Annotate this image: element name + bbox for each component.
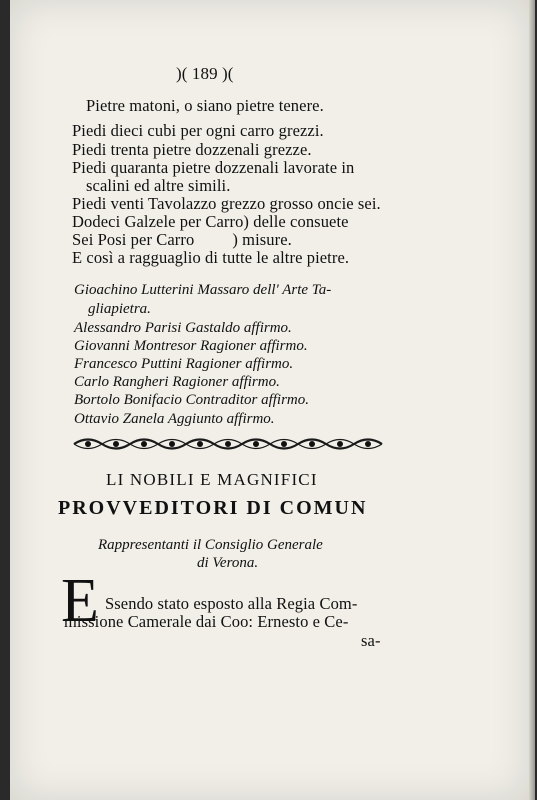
signature-line-6: Carlo Rangheri Ragioner affirmo. xyxy=(74,374,280,390)
body-line-3: sa- xyxy=(361,631,381,650)
decorative-ornament-band xyxy=(68,434,388,454)
schedule-line-2: Piedi dieci cubi per ogni carro grezzi. xyxy=(72,121,324,140)
schedule-line-8: Sei Posi per Carro ) misure. xyxy=(72,230,292,249)
signature-line-5: Francesco Puttini Ragioner affirmo. xyxy=(74,356,294,372)
body-line-2: missione Camerale dai Coo: Ernesto e Ce- xyxy=(64,612,349,631)
heading-provveditori: PROVVEDITORI DI COMUN xyxy=(58,497,368,519)
heading-nobili: LI NOBILI E MAGNIFICI xyxy=(106,470,318,489)
drop-cap: E xyxy=(61,567,99,635)
signature-line-4: Giovanni Montresor Ragioner affirmo. xyxy=(74,338,308,354)
signature-line-2: gliapietra. xyxy=(88,301,151,317)
schedule-line-7: Dodeci Galzele per Carro) delle consuete xyxy=(72,212,349,231)
schedule-line-5: scalini ed altre simili. xyxy=(86,176,231,195)
schedule-line-6: Piedi venti Tavolazzo grezzo grosso oncie sei. xyxy=(72,194,381,213)
subheading-line-1: Rappresentanti il Consiglio Generale xyxy=(98,537,323,553)
signature-line-8: Ottavio Zanela Aggiunto affirmo. xyxy=(74,411,275,427)
schedule-line-3: Piedi trenta pietre dozzenali grezze. xyxy=(72,140,312,159)
page-number: )( 189 )( xyxy=(176,64,234,83)
signature-line-7: Bortolo Bonifacio Contraditor affirmo. xyxy=(74,392,310,408)
signature-line-1: Gioachino Lutterini Massaro dell' Arte Ta- xyxy=(74,282,332,298)
schedule-line-1: Pietre matoni, o siano pietre tenere. xyxy=(86,96,324,115)
schedule-line-4: Piedi quaranta pietre dozzenali lavorate in xyxy=(72,158,355,177)
subheading-line-2: di Verona. xyxy=(197,555,259,571)
body-line-1: Ssendo stato esposto alla Regia Com- xyxy=(105,594,358,613)
signature-line-3: Alessandro Parisi Gastaldo affirmo. xyxy=(74,320,292,336)
schedule-line-9: E così a ragguaglio di tutte le altre pietre. xyxy=(72,248,350,267)
book-page xyxy=(10,0,529,800)
